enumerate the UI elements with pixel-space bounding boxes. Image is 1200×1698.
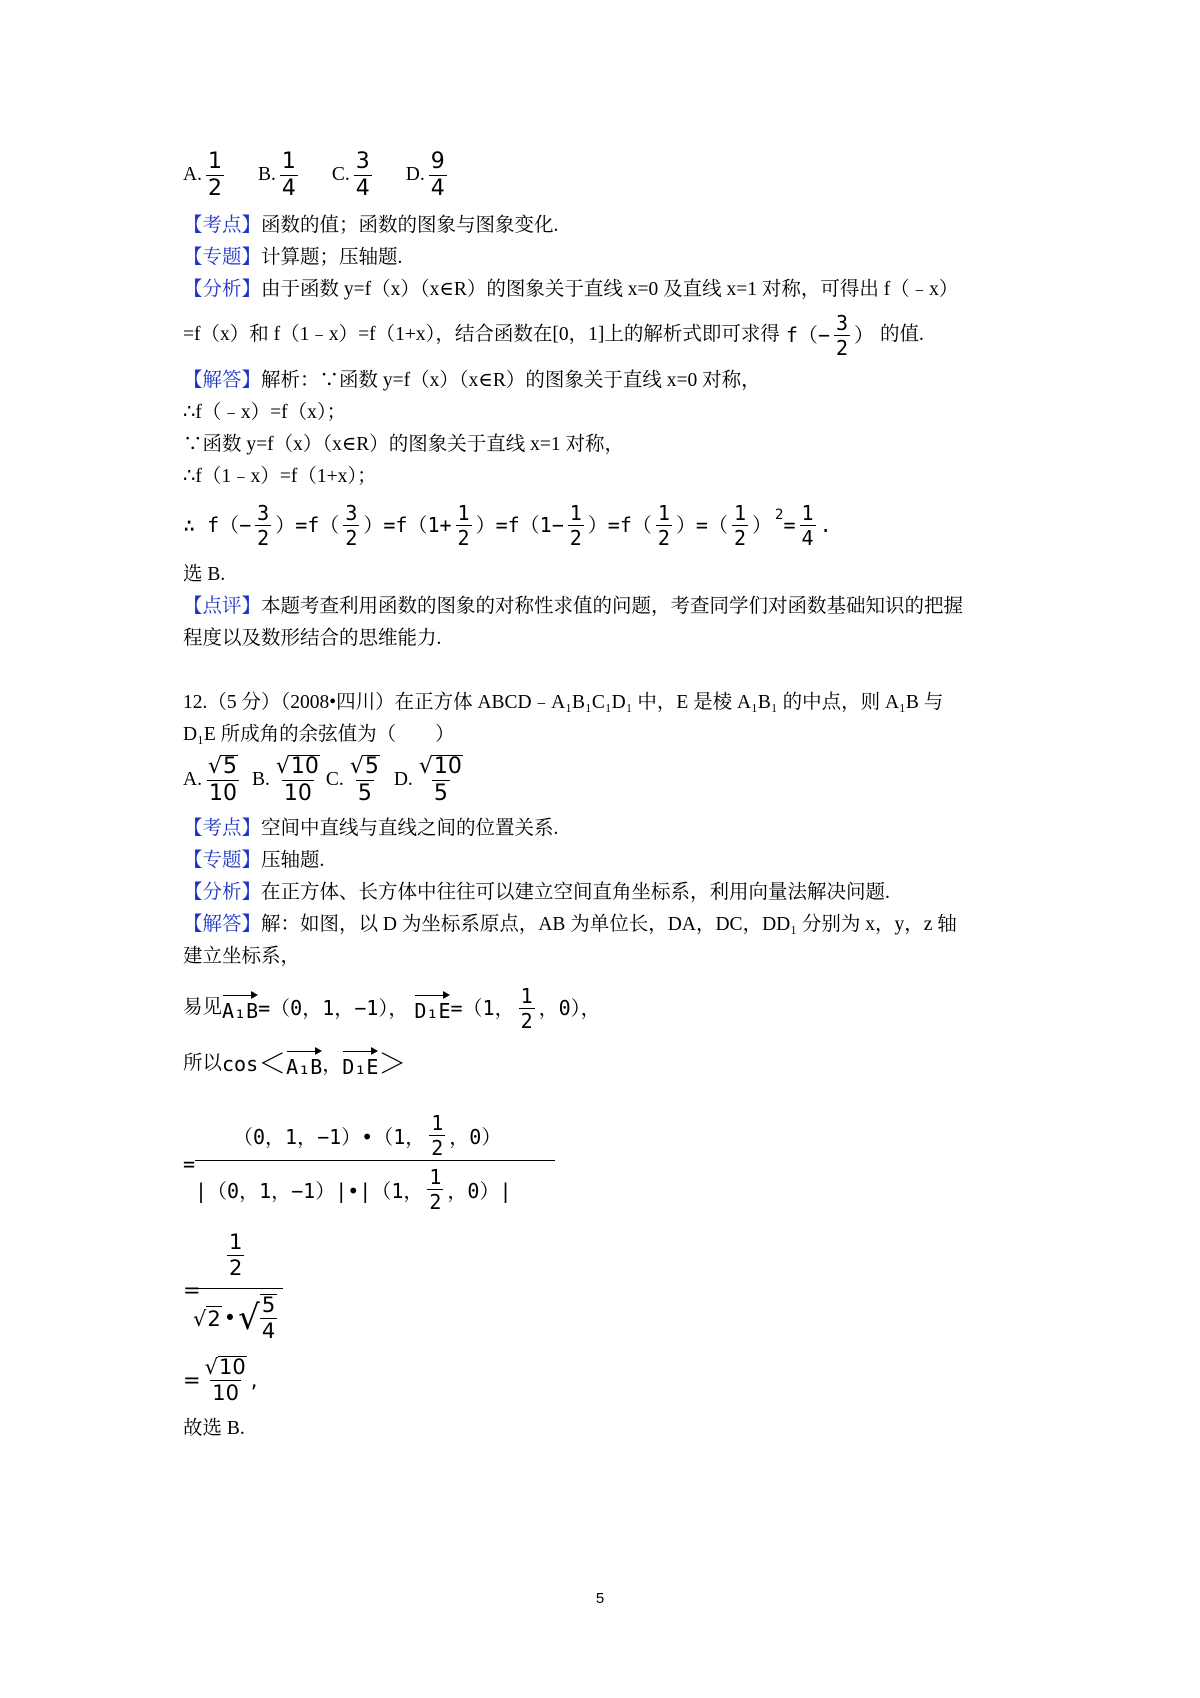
q12-step2-fraction: = $\frac{1}{2}$ √ 2 • √ $\frac{5}{4}$ [183,1232,303,1342]
q11-dianping-line1: 【点评】本题考查利用函数的图象的对称性求值的问题，考查同学们对函数基础知识的把握 [183,596,964,617]
q12-option-b: B. √ 10 10 [252,754,319,806]
vector-a1b: A₁B [222,992,258,1024]
q12-option-d: D. √ 10 5 [393,754,462,806]
q11-xuan: 选 B. [183,564,226,585]
q11-jieda-line2: ∴f（﹣x）=f（x）； [183,402,347,423]
q12-stem-line2: D₁E 所成角的余弦值为（ ） [183,724,455,745]
q11-option-a: A. $\frac{1}{2}$ [183,148,222,201]
q11-jieda-line4: ∴f（1﹣x）=f（1+x）； [183,466,377,487]
q11-jieda-chain: ∴ f（− $\frac{3}{2}$ ）=f（ $\frac{3}{2}$ ）=f（1+ $\frac{1}{2}$ ）=f（1− $\frac{1}{2}$ ）=f（ $\frac{1}{2}$ ）=（ $\frac{1}{2}$ ） 2 = $\frac{1}{4}$ . [183,500,832,550]
q12-zhuanti: 【专题】压轴题. [183,850,325,871]
q11-option-c: C. $\frac{3}{4}$ [331,148,370,201]
q12-cos-big-fraction: = （0，1，−1）•（1， $\frac{1}{2}$ ，0） |（0，1，−1）|•|（1， $\frac{1}{2}$ ，0）| [183,1112,563,1212]
q12-option-c: C. √ 5 5 [325,754,379,806]
page-number: 5 [595,1590,605,1607]
q12-vectors-line: 易见 A₁B =（0，1，−1）， D₁E =（1， $\frac{1}{2}$ ，0）， [183,983,601,1033]
q11-zhuanti: 【专题】计算题；压轴题. [183,247,403,268]
q11-dianping-line2: 程度以及数形结合的思维能力. [183,628,442,649]
q12-stem-line1: 12.（5 分）（2008•四川）在正方体 ABCD﹣A₁B₁C₁D₁ 中，E 是棱 A₁B₁ 的中点，则 A₁B 与 [183,692,944,713]
q12-fenxi: 【分析】在正方体、长方体中往往可以建立空间直角坐标系，利用向量法解决问题. [183,882,890,903]
q11-options [183,148,451,202]
q12-suoyi-line: 所以 cos ＜ A₁B ， D₁E ＞ [183,1047,407,1080]
vector-d1e: D₁E [414,992,450,1024]
q12-kaodian: 【考点】空间中直线与直线之间的位置关系. [183,818,559,839]
q12-options [183,752,469,808]
vector-d1e-cos: D₁E [342,1048,378,1080]
q11-kaodian: 【考点】函数的值；函数的图象与图象变化. [183,215,559,236]
q11-jieda-line1: 【解答】解析：∵函数 y=f（x）（x∈R）的图象关于直线 x=0 对称， [183,370,761,391]
q12-jieda-line2: 建立坐标系， [183,946,301,967]
q11-fenxi-line1: 【分析】由于函数 y=f（x）（x∈R）的图象关于直线 x=0 及直线 x=1 对称，可得出 f（﹣x） [183,279,959,300]
q11-option-b: B. $\frac{1}{4}$ [257,148,296,201]
q12-jieda-line1: 【解答】解：如图，以 D 为坐标系原点，AB 为单位长，DA，DC，DD₁ 分别为 x，y，z 轴 [183,914,957,935]
vector-a1b-cos: A₁B [286,1048,322,1080]
q12-step3-result: = √ 10 10 , [183,1355,258,1405]
q11-option-d: D. $\frac{9}{4}$ [405,148,445,201]
q12-guxuan: 故选 B. [183,1418,245,1439]
q11-fenxi-line2: =f（x）和 f（1﹣x）=f（1+x），结合函数在[0，1]上的解析式即可求得 f（− $\frac{3}{2}$ ） 的值. [183,310,924,360]
q12-option-a: A. √ 5 10 [183,754,237,806]
q11-jieda-line3: ∵函数 y=f（x）（x∈R）的图象关于直线 x=1 对称， [183,434,625,455]
q11-fenxi-expr: f（− $\frac{3}{2}$ ） [785,310,874,360]
